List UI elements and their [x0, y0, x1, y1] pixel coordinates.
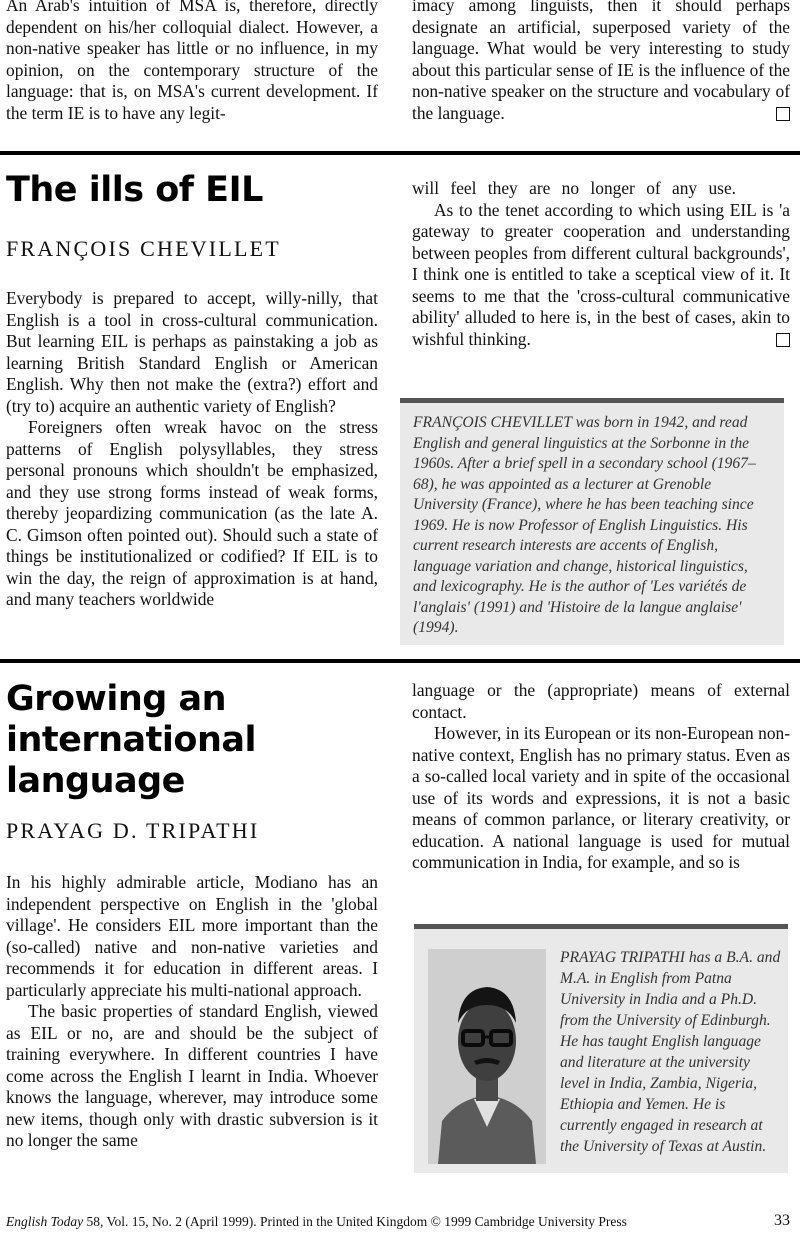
author-bio-text: PRAYAG TRIPATHI has a B.A. and M.A. in English from Patna University in India and a Ph.D. from the University of Edinburgh. He has taught English language and literature at the university level in India, Zambia, Nigeria, Ethiopia and Yemen. He is currently engaged in research at the University of Texas at Austin. [560, 949, 781, 1155]
article-title: The ills of EIL [6, 170, 263, 210]
author-bio-text: FRANÇOIS CHEVILLET was born in 1942, and read English and general linguistics at the Sorbonne in the 1960s. After a brief spell in a secondary school (1967–68), he was appointed as a lecturer at Grenoble University (France), where he has been teaching since 1969. He is now Professor of English Linguistics. His current research interests are accents of English, language variation and change, historical linguistics, and lexicography. He is the author of 'Les variétés de l'anglais' (1991) and 'Histoire de la langue anglaise' (1994). [413, 414, 756, 636]
top-left-column [6, 0, 378, 124]
article2-right-column [412, 680, 790, 874]
top-left-text: An Arab's intuition of MSA is, therefore, directly dependent on his/her colloquial dialect. However, a non-native speaker has little or no influence, in my opinion, on the contemporary structure of the language: that is, on MSA's current development. If the term IE is to have any legit- [6, 0, 378, 123]
article-author: PRAYAG D. TRIPATHI [6, 818, 260, 843]
article-title-line: Growing an [6, 679, 227, 719]
article1-paragraph: Foreigners often wreak havoc on the stress patterns of English polysyllables, they stress personal pronouns which shouldn't be emphasized, and they use strong forms instead of weak forms, thereby jeopardizing communication (as the late A. C. Gimson often pointed out). Should such a state of things be institutionalized or codified? If EIL is to win the day, the reign of approximation is at hand, and many teachers worldwide [6, 417, 378, 609]
article1-paragraph: will feel they are no longer of any use. [412, 178, 737, 198]
portrait-image [428, 949, 546, 1164]
end-mark-icon [776, 333, 790, 347]
article1-paragraph: As to the tenet according to which using EIL is 'a gateway to greater cooperation and understanding between peoples from different cultural backgrounds', I think one is entitled to take a sceptical view of it. It seems to me that the 'cross-cultural communicative ability' alluded to here is, in the best of cases, akin to wishful thinking. [412, 199, 790, 349]
article-title-line: international [6, 720, 256, 760]
author-bio-box [414, 924, 788, 1173]
article-author: FRANÇOIS CHEVILLET [6, 236, 281, 261]
article1-right-column [412, 178, 790, 350]
article2-left-column [6, 872, 378, 1152]
citation-text: 58, Vol. 15, No. 2 (April 1999). Printed in the United Kingdom © 1999 Cambridge University Press [83, 1214, 627, 1229]
article1-paragraph: Everybody is prepared to accept, willy-nilly, that English is a tool in cross-cultural communication. But learning EIL is perhaps as painstaking a job as learning British Standard English or American English. Why then not make the (extra?) effort and (try to) acquire an authentic variety of English? [6, 288, 378, 416]
article2-paragraph: The basic properties of standard English, viewed as EIL or no, are and should be the subject of training everywhere. In different countries I have come across the English I learnt in India. Whoever knows the language, wherever, may introduce some new items, though only with drastic subversion is it no longer the same [6, 1001, 378, 1150]
article1-left-column [6, 288, 378, 611]
author-photo [428, 949, 546, 1164]
section-divider [0, 659, 800, 663]
author-bio-box [400, 398, 784, 645]
end-mark-icon [776, 107, 790, 121]
page-footer [6, 1214, 796, 1230]
journal-name: English Today [6, 1214, 84, 1229]
article-title-line: language [6, 761, 185, 801]
article2-paragraph: However, in its European or its non-European non-native context, English has no primary status. Even as a so-called local variety and in spite of the occasional use of its words and expressions, it is not a basic means of common parlance, or literary creativity, or education. A national language is used for mutual communication in India, for example, and so is [412, 723, 790, 872]
section-divider [0, 151, 800, 155]
article2-paragraph: In his highly admirable article, Modiano has an independent perspective on English in the 'global village'. He considers EIL more important than the (so-called) native and non-native varieties and recommends it for education in different areas. I particularly appreciate his multi-national approach. [6, 872, 378, 1000]
top-right-column [412, 0, 790, 124]
page-number: 33 [774, 1212, 790, 1229]
article2-paragraph: language or the (appropriate) means of external contact. [412, 680, 790, 722]
top-right-text: imacy among linguists, then it should perhaps designate an artificial, superposed variety of the language. What would be very interesting to study about this particular sense of IE is the influence of the non-native speaker on the structure and vocabulary of the language. [412, 0, 790, 123]
